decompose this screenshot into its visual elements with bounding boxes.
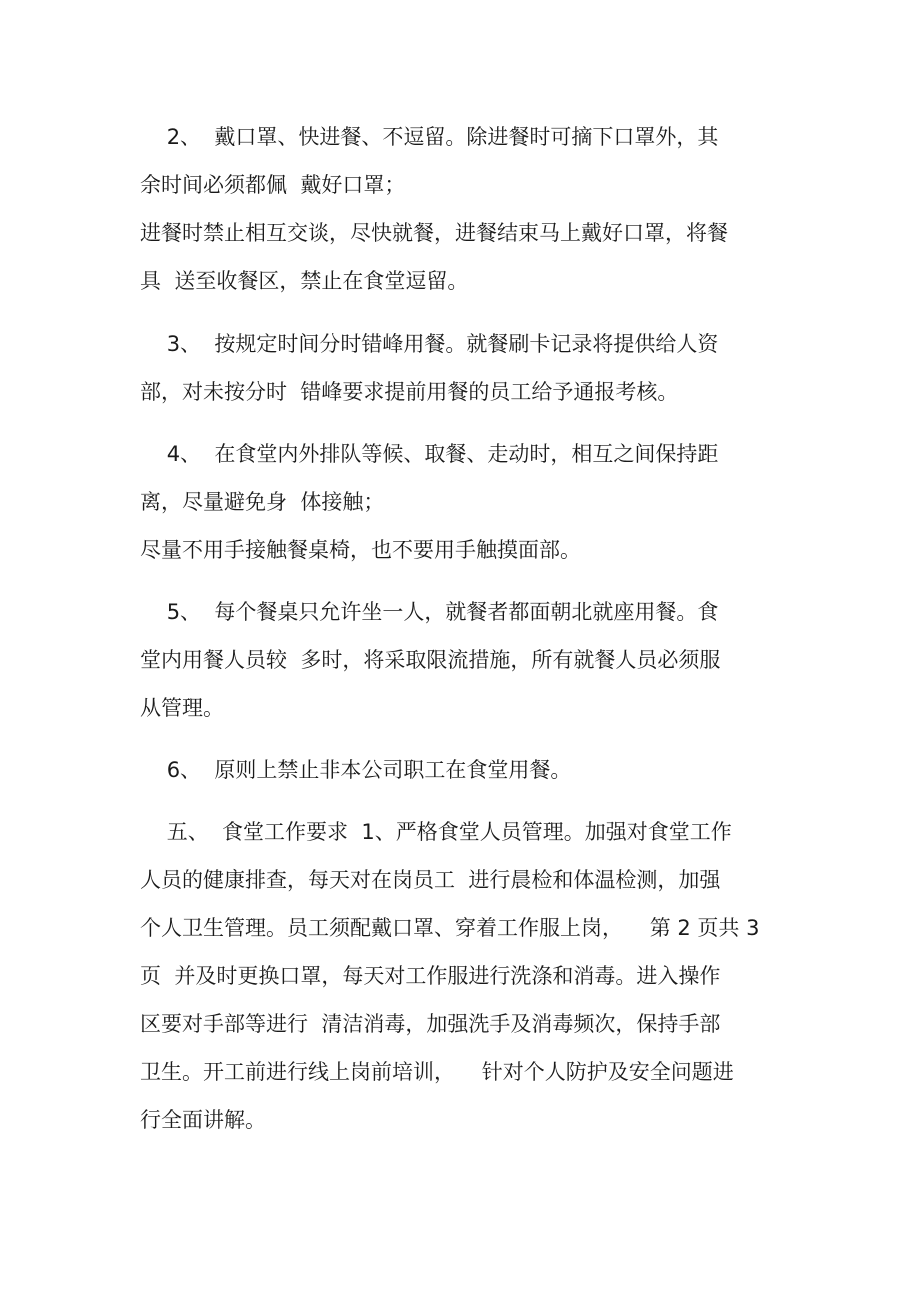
text-line: 堂内用餐人员较 多时，将采取限流措施，所有就餐人员必须服 (140, 648, 721, 672)
text-line: 部，对未按分时 错峰要求提前用餐的员工给予通报考核。 (140, 380, 679, 404)
text-line: 进餐时禁止相互交谈，尽快就餐，进餐结束马上戴好口罩，将餐 (140, 221, 728, 245)
text-line: 卫生。开工前进行线上岗前培训， 针对个人防护及安全问题进 (140, 1060, 734, 1084)
text-line: 3、 按规定时间分时错峰用餐。就餐刷卡记录将提供给人资 (140, 332, 719, 356)
text-line: 2、 戴口罩、快进餐、不逗留。除进餐时可摘下口罩外，其 (140, 125, 719, 149)
text-line: 离，尽量避免身 体接触； (140, 490, 385, 514)
text-line: 页 并及时更换口罩，每天对工作服进行洗涤和消毒。进入操作 (140, 964, 721, 988)
text-line: 5、 每个餐桌只允许坐一人，就餐者都面朝北就座用餐。食 (140, 600, 719, 624)
text-line: 从管理。 (140, 696, 224, 720)
text-line: 个人卫生管理。员工须配戴口罩、穿着工作服上岗， 第 2 页共 3 (140, 916, 760, 940)
text-line: 尽量不用手接触餐桌椅，也不要用手触摸面部。 (140, 538, 581, 562)
text-line: 区要对手部等进行 清洁消毒，加强洗手及消毒频次，保持手部 (140, 1012, 721, 1036)
text-line: 6、 原则上禁止非本公司职工在食堂用餐。 (140, 758, 572, 782)
text-line: 具 送至收餐区，禁止在食堂逗留。 (140, 269, 469, 293)
text-line: 行全面讲解。 (140, 1108, 266, 1132)
text-line: 五、 食堂工作要求 1、严格食堂人员管理。加强对食堂工作 (140, 820, 732, 844)
text-line: 4、 在食堂内外排队等候、取餐、走动时，相互之间保持距 (140, 442, 719, 466)
text-line: 余时间必须都佩 戴好口罩； (140, 173, 406, 197)
text-line: 人员的健康排查，每天对在岗员工 进行晨检和体温检测，加强 (140, 868, 721, 892)
